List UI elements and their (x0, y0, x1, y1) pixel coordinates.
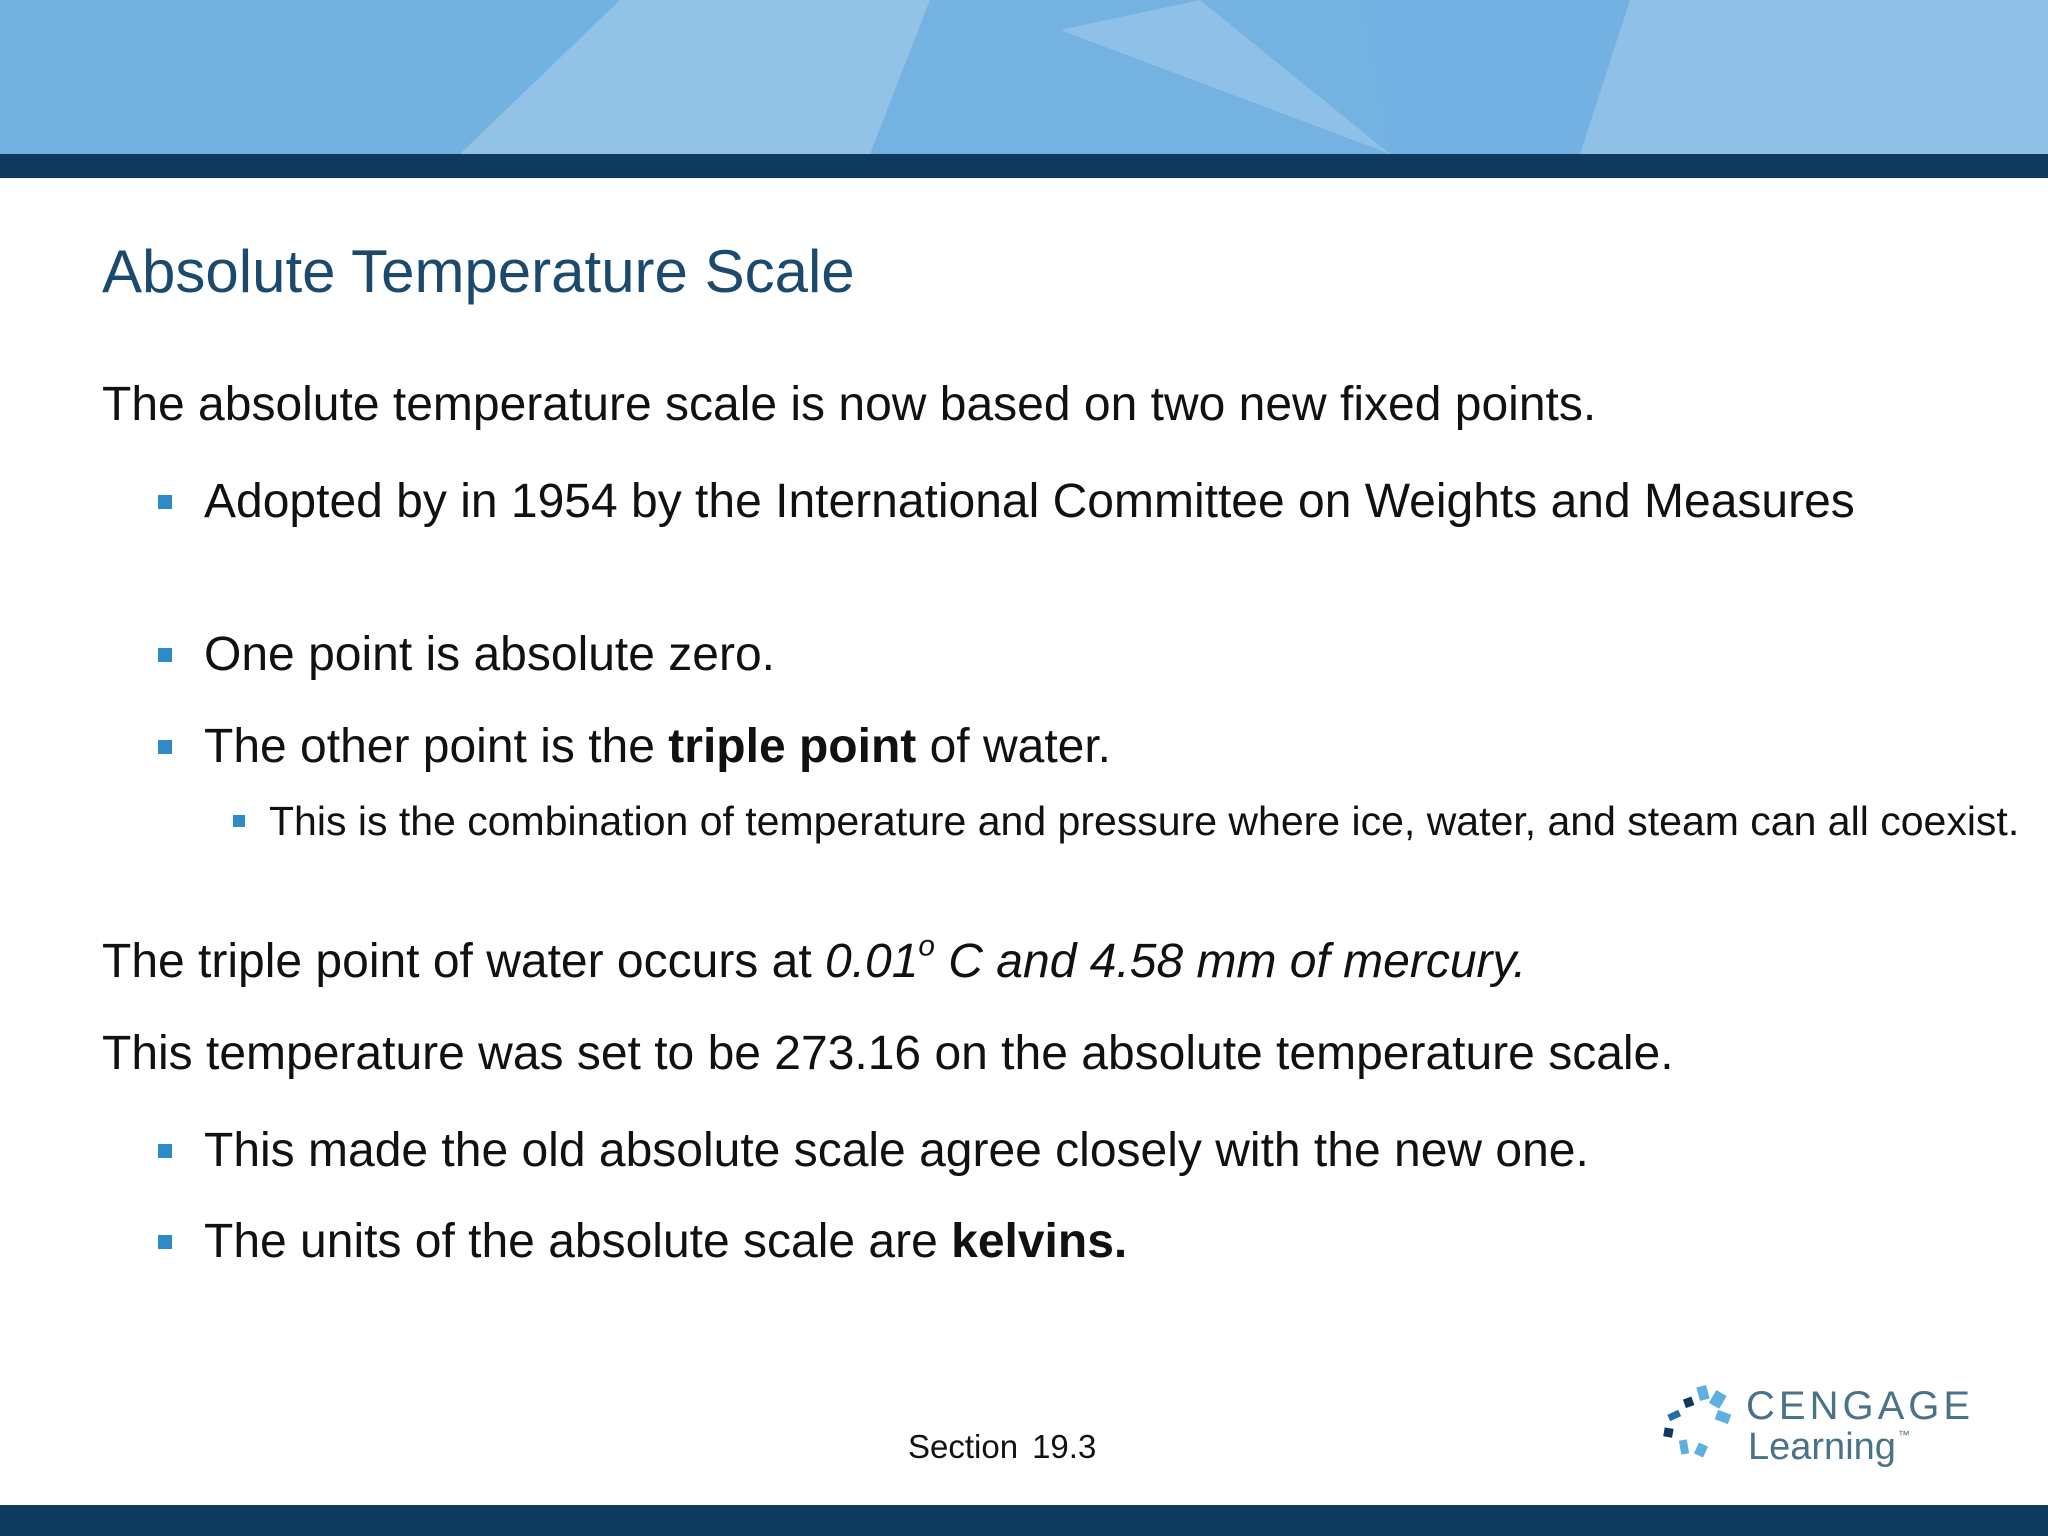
bullet-triple-point-after: of water. (916, 720, 1112, 773)
bullet-kelvins (204, 1211, 1127, 1272)
section-label-text: Section (908, 1428, 1019, 1465)
section-number: 19.3 (1032, 1428, 1097, 1465)
bullet-kelvins-bold: kelvins. (951, 1215, 1128, 1268)
header-banner-graphic (0, 0, 2048, 154)
logo-text-learning-word: Learning (1748, 1426, 1896, 1468)
bullet-triple-point (204, 716, 1111, 777)
bullet-old-scale (204, 1120, 1589, 1181)
bullet-marker (158, 740, 172, 754)
logo-text-cengage: CENGAGE (1746, 1384, 1975, 1428)
bullet-marker (158, 1144, 172, 1158)
bullet-old-scale-text: This made the old absolute scale agree closely with the new one. (204, 1124, 1589, 1177)
bullet-absolute-zero (204, 624, 775, 685)
bullet-triple-point-before: The other point is the (204, 720, 669, 773)
slide-title: Absolute Temperature Scale (102, 238, 855, 305)
header-rule (0, 154, 2048, 178)
cengage-burst-icon (1662, 1382, 1736, 1462)
logo-trademark: ™ (1897, 1428, 1910, 1442)
bullet-marker (158, 495, 172, 509)
paragraph-triple-point-before: The triple point of water occurs at (102, 935, 825, 988)
paragraph-fixed-points: The absolute temperature scale is now based on two new fixed points. (102, 378, 1597, 431)
sub-bullet-coexist-text: This is the combination of temperature and pressure where ice, water, and steam can all coexist. (269, 798, 2020, 844)
bullet-marker (158, 1235, 172, 1249)
section-label (908, 1428, 1096, 1466)
bullet-kelvins-before: The units of the absolute scale are (204, 1215, 952, 1268)
bullet-triple-point-bold: triple point (668, 720, 917, 773)
bullet-adopted (204, 471, 1904, 532)
footer-rule (0, 1505, 2048, 1536)
paragraph-triple-point-value: 0.01 (825, 935, 919, 988)
sub-bullet-coexist (269, 795, 2029, 848)
header-banner (0, 0, 2048, 154)
degree-superscript: o (918, 929, 935, 963)
bullet-absolute-zero-text: One point is absolute zero. (204, 628, 776, 681)
cengage-learning-logo (1662, 1380, 1975, 1480)
paragraph-273-16: This temperature was set to be 273.16 on the absolute temperature scale. (102, 1027, 1674, 1080)
logo-text-learning (1748, 1426, 1910, 1469)
paragraph-triple-point (102, 931, 1526, 992)
bullet-marker (158, 648, 172, 662)
bullet-adopted-text: Adopted by in 1954 by the International Committee on Weights and Measures (204, 475, 1855, 528)
sub-bullet-marker (233, 815, 245, 827)
paragraph-triple-point-rest: C and 4.58 mm of mercury. (934, 935, 1527, 988)
